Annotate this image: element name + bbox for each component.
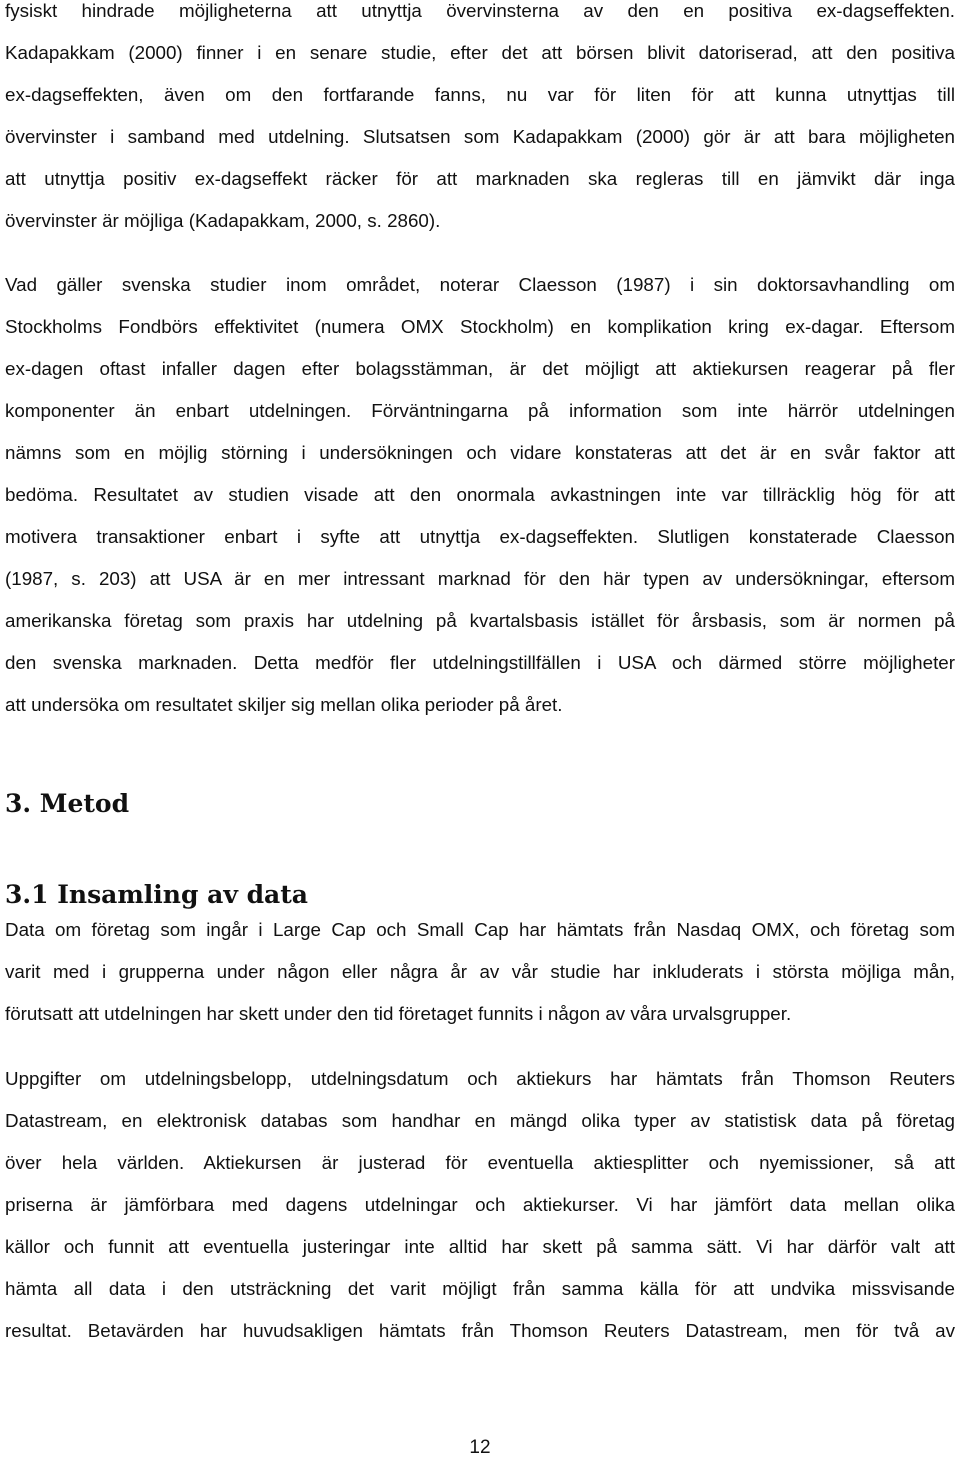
text-line: ex-dagen oftast infaller dagen efter bolagsstämman, är det möjligt att aktiekursen reagerar på fler (5, 358, 955, 379)
text-line: varit med i grupperna under någon eller några år av vår studie har inkluderats i största möjliga mån, (5, 961, 955, 982)
text-line: ex-dagseffekten, även om den fortfarande fanns, nu var för liten för att kunna utnyttjas till (5, 84, 955, 105)
text-line: Kadapakkam (2000) finner i en senare studie, efter det att börsen blivit datoriserad, att den positiva (5, 42, 955, 63)
text-line: att undersöka om resultatet skiljer sig mellan olika perioder på året. (5, 694, 563, 715)
text-line: övervinster är möjliga (Kadapakkam, 2000, s. 2860). (5, 210, 441, 231)
text-line: nämns som en möjlig störning i undersökningen och vidare konstateras att det är en svår faktor att (5, 442, 955, 463)
text-line: över hela världen. Aktiekursen är justerad för eventuella aktiesplitter och nyemissioner, så att (5, 1152, 955, 1173)
text-line: hämta all data i den utsträckning det varit möjligt från samma källa för att undvika missvisande (5, 1278, 955, 1299)
section-heading: 3. Metod (5, 789, 130, 818)
text-line: amerikanska företag som praxis har utdelning på kvartalsbasis istället för årsbasis, som är normen på (5, 610, 955, 631)
text-line: komponenter än enbart utdelningen. Förväntningarna på information som inte härrör utdelningen (5, 400, 955, 421)
text-line: källor och funnit att eventuella justeringar inte alltid har skett på samma sätt. Vi har därför valt att (5, 1236, 955, 1257)
text-line: resultat. Betavärden har huvudsakligen hämtats från Thomson Reuters Datastream, men för två av (5, 1320, 955, 1341)
text-line: förutsatt att utdelningen har skett under den tid företaget funnits i någon av våra urvalsgrupper. (5, 1003, 792, 1024)
text-line: den svenska marknaden. Detta medför fler utdelningstillfällen i USA och därmed större möjligheter (5, 652, 955, 673)
text-line: övervinster i samband med utdelning. Slutsatsen som Kadapakkam (2000) gör är att bara möjligheten (5, 126, 955, 147)
text-line: (1987, s. 203) att USA är en mer intressant marknad för den här typen av undersökningar, eftersom (5, 568, 955, 589)
text-line: Vad gäller svenska studier inom området, noterar Claesson (1987) i sin doktorsavhandling om (5, 274, 955, 295)
text-line: Data om företag som ingår i Large Cap och Small Cap har hämtats från Nasdaq OMX, och företag som (5, 919, 955, 940)
text-line: Stockholms Fondbörs effektivitet (numera OMX Stockholm) en komplikation kring ex-dagar. Eftersom (5, 316, 955, 337)
text-line: att utnyttja positiv ex-dagseffekt räcker för att marknaden ska regleras till en jämvikt där inga (5, 168, 955, 189)
page-number: 12 (469, 1437, 491, 1458)
text-line: motivera transaktioner enbart i syfte att utnyttja ex-dagseffekten. Slutligen konstaterade Claesson (5, 526, 955, 547)
text-line: Uppgifter om utdelningsbelopp, utdelningsdatum och aktiekurs har hämtats från Thomson Reuters (5, 1068, 955, 1089)
text-line: bedöma. Resultatet av studien visade att den onormala avkastningen inte var tillräcklig hög för att (5, 484, 955, 505)
subsection-heading: 3.1 Insamling av data (5, 880, 309, 909)
text-line: priserna är jämförbara med dagens utdelningar och aktiekurser. Vi har jämfört data mellan olika (5, 1194, 955, 1215)
text-line: fysiskt hindrade möjligheterna att utnyttja övervinsterna av den en positiva ex-dagseffekten. (5, 0, 955, 21)
text-line: Datastream, en elektronisk databas som handhar en mängd olika typer av statistisk data på företag (5, 1110, 955, 1131)
